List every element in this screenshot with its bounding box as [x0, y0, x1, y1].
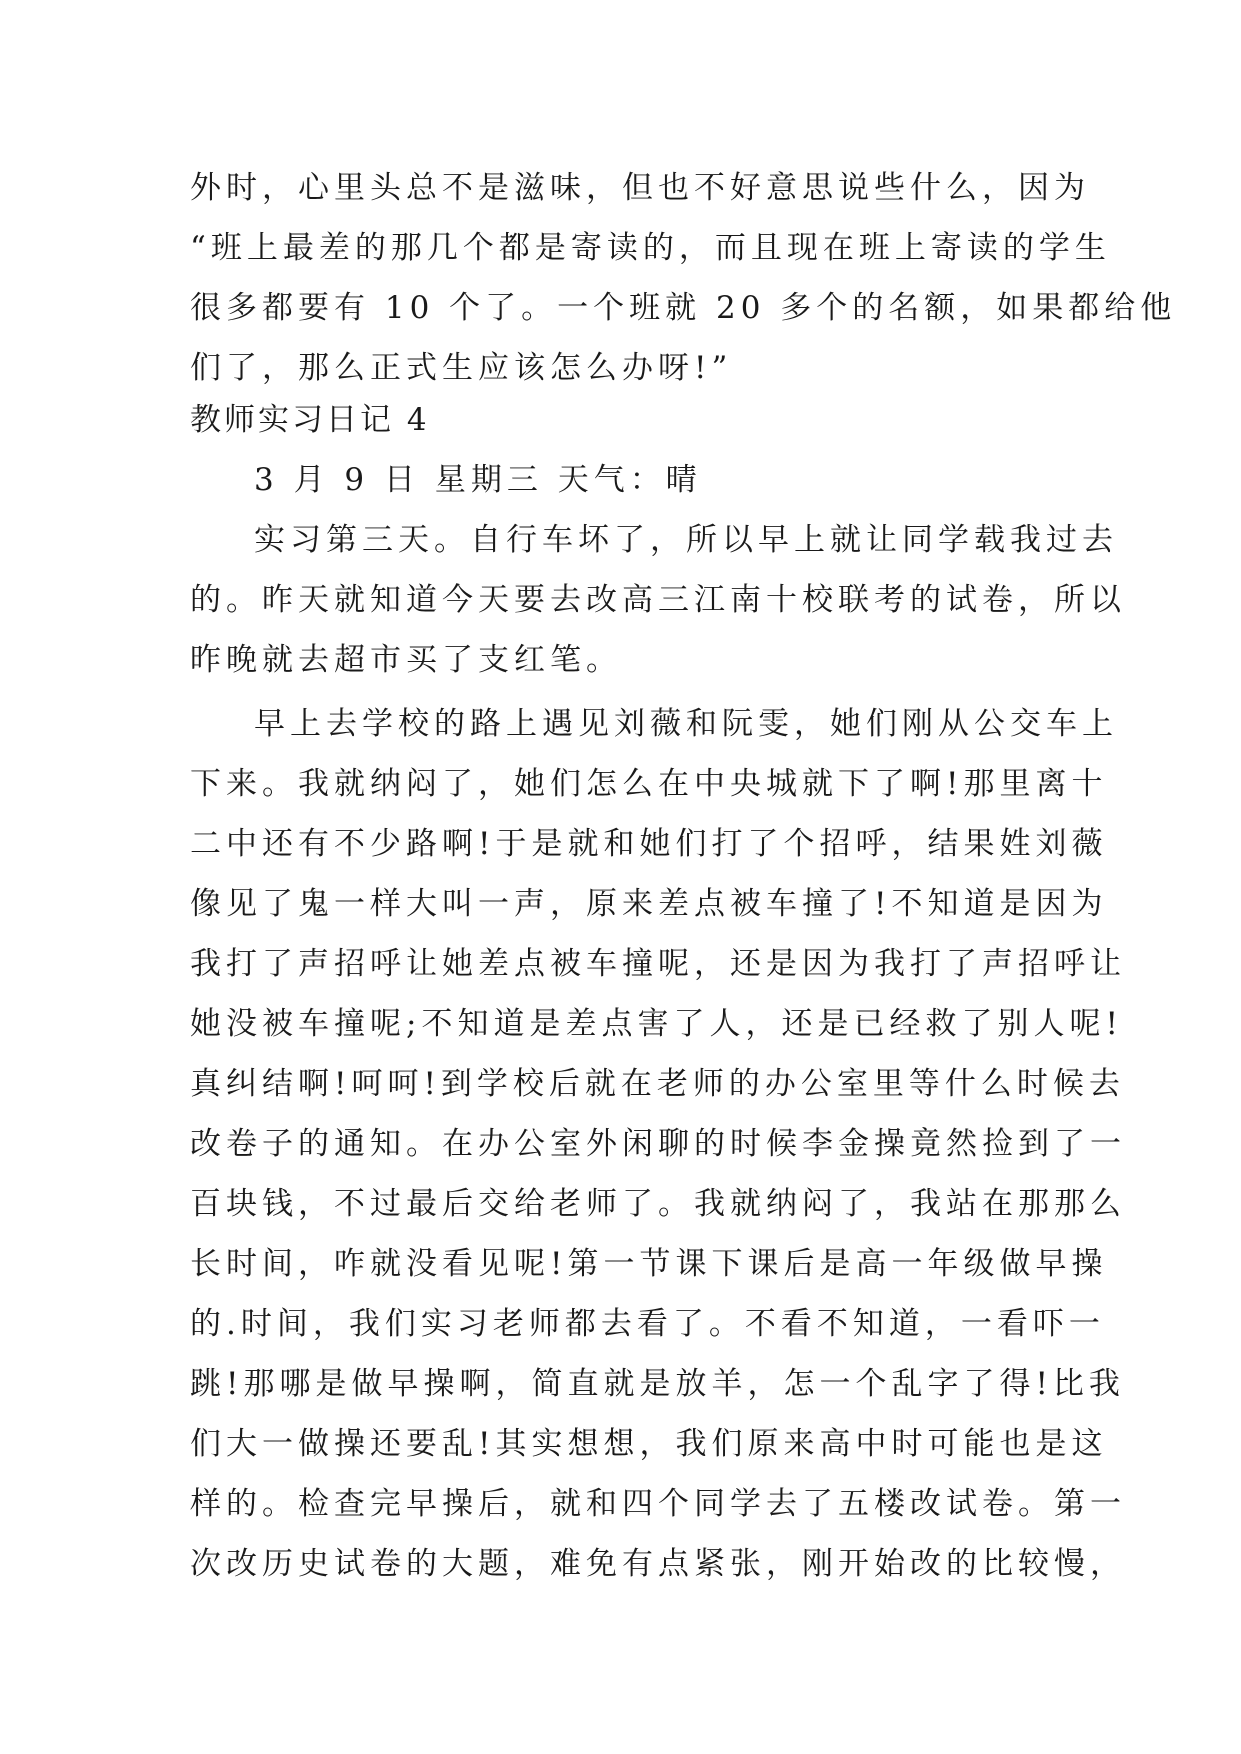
date-line: 3 月 9 日 星期三 天气：晴 [254, 462, 702, 498]
text-line: 样的。检查完早操后，就和四个同学去了五楼改试卷。第一 [190, 1486, 1126, 1522]
text-line: 百块钱，不过最后交给老师了。我就纳闷了，我站在那那么 [190, 1186, 1126, 1222]
text-line: 跳!那哪是做早操啊，简直就是放羊，怎一个乱字了得!比我 [190, 1366, 1125, 1402]
text-line: 改卷子的通知。在办公室外闲聊的时候李金操竟然捡到了一 [190, 1126, 1126, 1162]
text-line: 早上去学校的路上遇见刘薇和阮雯，她们刚从公交车上 [254, 706, 1118, 742]
text-line: 的.时间，我们实习老师都去看了。不看不知道，一看吓一 [190, 1306, 1105, 1342]
text-line: 们了，那么正式生应该怎么办呀!” [190, 350, 733, 386]
text-line: 的。昨天就知道今天要去改高三江南十校联考的试卷，所以 [190, 582, 1126, 618]
text-line: 们大一做操还要乱!其实想想，我们原来高中时可能也是这 [190, 1426, 1108, 1462]
text-line: 长时间，咋就没看见呢!第一节课下课后是高一年级做早操 [190, 1246, 1108, 1282]
text-line: 她没被车撞呢;不知道是差点害了人，还是已经救了别人呢! [190, 1006, 1123, 1042]
text-line: 我打了声招呼让她差点被车撞呢，还是因为我打了声招呼让 [190, 946, 1126, 982]
text-line: 次改历史试卷的大题，难免有点紧张，刚开始改的比较慢， [190, 1546, 1126, 1582]
text-line: 很多都要有 10 个了。一个班就 20 多个的名额，如果都给他 [190, 290, 1177, 326]
text-line: 像见了鬼一样大叫一声，原来差点被车撞了!不知道是因为 [190, 886, 1108, 922]
text-line: 下来。我就纳闷了，她们怎么在中央城就下了啊!那里离十 [190, 766, 1108, 802]
text-line: 实习第三天。自行车坏了，所以早上就让同学载我过去 [254, 522, 1118, 558]
section-title: 教师实习日记 4 [190, 402, 430, 438]
text-line: 外时，心里头总不是滋味，但也不好意思说些什么，因为 [190, 170, 1090, 206]
text-line: 二中还有不少路啊!于是就和她们打了个招呼，结果姓刘薇 [190, 826, 1108, 862]
text-line: 真纠结啊!呵呵!到学校后就在老师的办公室里等什么时候去 [190, 1066, 1125, 1102]
text-line: 昨晚就去超市买了支红笔。 [190, 642, 622, 678]
text-line: “班上最差的那几个都是寄读的，而且现在班上寄读的学生 [190, 230, 1111, 266]
